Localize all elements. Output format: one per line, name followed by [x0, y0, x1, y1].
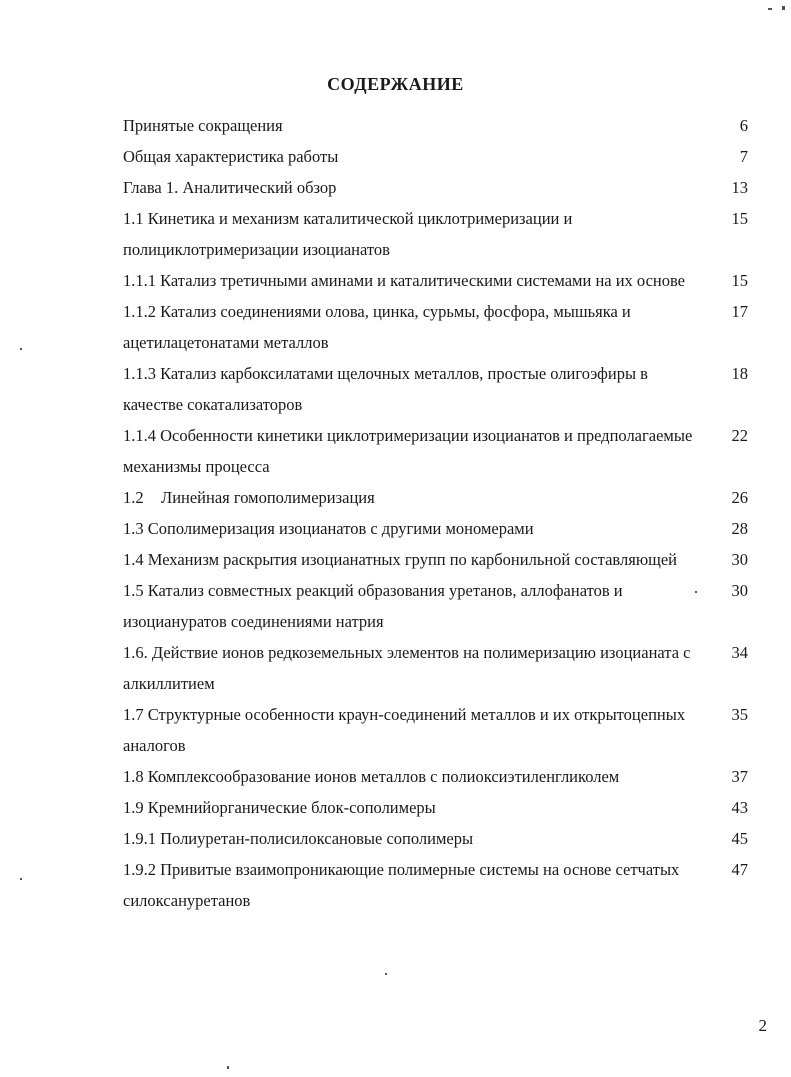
toc-entry-label: 1.4 Механизм раскрытия изоцианатных групп по карбонильной составляющей — [123, 550, 677, 569]
toc-entry-page: 45 — [731, 829, 748, 848]
toc-entry-label: 1.8 Комплексообразование ионов металлов с полиоксиэтиленгликолем — [123, 767, 620, 786]
toc-entry — [123, 575, 748, 637]
toc-entry — [123, 513, 748, 544]
toc-entry — [123, 358, 748, 420]
toc-entry — [123, 296, 748, 358]
toc-entry-label: 1.1.3 Катализ карбоксилатами щелочных металлов, простые олигоэфиры в качестве сокатализаторов — [123, 364, 648, 414]
toc-entry — [123, 265, 748, 296]
toc-entry-label: 1.1.4 Особенности кинетики циклотримеризации изоцианатов и предполагаемые механизмы процесса — [123, 426, 693, 476]
toc-entry — [123, 761, 748, 792]
toc-entry-label: 1.9.2 Привитые взаимопроникающие полимерные системы на основе сетчатых силоксануретанов — [123, 860, 680, 910]
toc-entry — [123, 203, 748, 265]
toc-entry-number: 1.2 — [123, 488, 144, 507]
toc-entry-label: 1.5 Катализ совместных реакций образования уретанов, аллофанатов и изоциануратов соединениями натрия — [123, 581, 623, 631]
toc-entry-page: 47 — [731, 860, 748, 879]
toc-entry-label: 1.9.1 Полиуретан-полисилоксановые сополимеры — [123, 829, 474, 848]
page-number: 2 — [758, 1016, 767, 1035]
toc-entry — [123, 482, 748, 513]
scan-speck — [20, 348, 22, 350]
toc-entry — [123, 792, 748, 823]
toc-entry-label: Принятые сокращения — [123, 116, 283, 135]
scan-speck — [227, 1066, 229, 1069]
scan-speck — [385, 973, 387, 975]
scan-speck — [20, 878, 22, 880]
toc-entry-label: 1.7 Структурные особенности краун-соединений металлов и их открытоцепных аналогов — [123, 705, 686, 755]
toc-entry — [123, 172, 748, 203]
toc-entry-page: 18 — [731, 364, 748, 383]
toc-entry-page: 35 — [731, 705, 748, 724]
toc-entry — [123, 699, 748, 761]
toc-entry-label: Глава 1. Аналитический обзор — [123, 178, 337, 197]
toc-entry — [123, 420, 748, 482]
toc-entry-label: Общая характеристика работы — [123, 147, 339, 166]
page-title: СОДЕРЖАНИЕ — [327, 74, 464, 94]
table-of-contents — [123, 110, 748, 916]
toc-entry-page: 6 — [739, 116, 748, 135]
toc-entry — [123, 110, 748, 141]
toc-entry-label: 1.1.2 Катализ соединениями олова, цинка, сурьмы, фосфора, мышьяка и ацетилацетонатами металлов — [123, 302, 631, 352]
toc-entry-page: 15 — [731, 209, 748, 228]
toc-entry-page: 7 — [739, 147, 748, 166]
toc-entry-page: 28 — [731, 519, 748, 538]
toc-entry-label: 1.1.1 Катализ третичными аминами и каталитическими системами на их основе — [123, 271, 686, 290]
toc-entry-page: 43 — [731, 798, 748, 817]
toc-entry-page: 17 — [731, 302, 748, 321]
toc-entry-text: Линейная гомополимеризация — [161, 488, 375, 507]
toc-entry-label — [123, 482, 708, 513]
toc-entry-label: 1.9 Кремнийорганические блок-сополимеры — [123, 798, 436, 817]
toc-entry-page: 22 — [731, 426, 748, 445]
toc-entry — [123, 637, 748, 699]
toc-entry-page: 13 — [731, 178, 748, 197]
toc-entry-label: 1.6. Действие ионов редкоземельных элементов на полимеризацию изоцианата с алкиллитием — [123, 643, 691, 693]
toc-entry-page: 37 — [731, 767, 748, 786]
scan-speck — [695, 591, 697, 593]
scan-speck — [768, 8, 772, 10]
toc-entry — [123, 854, 748, 916]
toc-entry — [123, 141, 748, 172]
toc-entry-page: 30 — [731, 550, 748, 569]
toc-entry-page: 34 — [731, 643, 748, 662]
toc-entry — [123, 544, 748, 575]
toc-entry-page: 26 — [731, 488, 748, 507]
toc-entry-label: 1.3 Сополимеризация изоцианатов с другими мономерами — [123, 519, 534, 538]
toc-entry-page: 30 — [731, 581, 748, 600]
toc-entry-page: 15 — [731, 271, 748, 290]
toc-entry — [123, 823, 748, 854]
scan-speck — [782, 6, 785, 10]
toc-entry-label: 1.1 Кинетика и механизм каталитической циклотримеризации и полициклотримеризации изоцианатов — [123, 209, 573, 259]
